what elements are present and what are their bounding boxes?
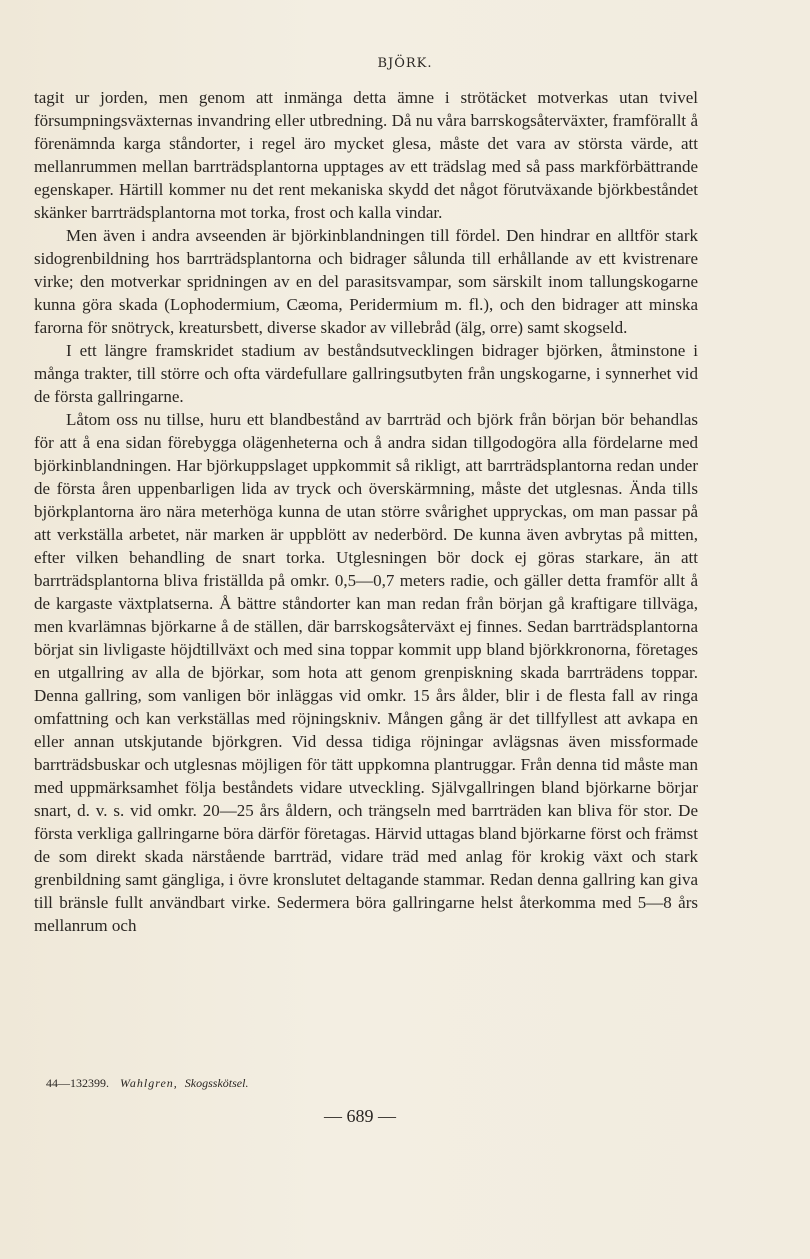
page-number: — 689 — [324, 1106, 396, 1126]
signature-author: Wahlgren, [120, 1076, 178, 1090]
paragraph-1: tagit ur jorden, men genom att inmänga detta ämne i strötäcket motverkas utan tvivel försumpningsväxternas invandring eller utbredning. Då nu våra barrskogsåterväxter, framförallt å förenämnda karga ståndorter, i regel äro mycket glesa, måste det vara av största värde, att mellanrummen mellan barrträdsplantorna upptages av ett trädslag med så pass markförbättrande egenskaper. Härtill kommer nu det rent mekaniska skydd det något förutväxande björkbeståndet skänker barrträdsplantorna mot torka, frost och kalla vindar. [34, 88, 698, 222]
paragraph-2: Men även i andra avseenden är björkinblandningen till fördel. Den hindrar en alltför stark sidogrenbildning hos barrträdsplantorna och bidrager sålunda till erhållande av ett kvistrenare virke; den motverkar spridningen av en del parasitsvampar, som särskilt inom tallungskogarne kunna göra skada (Lophodermium, Cæoma, Peridermium m. fl.), och den bidrager att minska farorna för snötryck, kreatursbett, diverse skador av villebråd (älg, orre) samt skogseld. [34, 226, 698, 337]
running-header: BJÖRK. [377, 56, 433, 71]
paragraph-3: I ett längre framskridet stadium av beståndsutvecklingen bidrager björken, åtminstone i många trakter, till större och ofta värdefullare gallringsutbyten från ungskogarne, i synnerhet vid de första gallringarne. [34, 341, 698, 406]
signature-title: Skogsskötsel. [184, 1076, 249, 1090]
paragraph-4: Låtom oss nu tillse, huru ett blandbestånd av barrträd och björk från början bör behandlas för att å ena sidan förebygga olägenheterna och å andra sidan tillgodogöra alla fördelarne med björkinblandningen. Har björkuppslaget uppkommit så rikligt, att barrträdsplantorna redan under de första åren uppenbarligen lida av tryck och överskärmning, måste det utglesnas. Ända tills björkplantorna äro nära meterhöga kunna de utan större svårighet uppryckas, om man passar på att verkställa arbetet, när marken är uppblött av nederbörd. De kunna även avbrytas på mitten, efter vilken behandling de snart torka. Utglesningen bör dock ej göras starkare, än att barrträdsplantorna bliva friställda på omkr. 0,5—0,7 meters radie, och gäller detta framför allt å de kargaste växtplatserna. Å bättre ståndorter kan man redan från början gå kraftigare tillväga, men kvarlämnas björkarne å de ställen, där barrskogsåterväxt ej finnes. Sedan barrträdsplantorna börjat sin livligaste höjdtillväxt och med sina toppar kommit upp bland björkkronorna, företages en utgallring av alla de björkar, som hota att genom grenpiskning skada barrträdens toppar. Denna gallring, som vanligen bör inläggas vid omkr. 15 års ålder, blir i de flesta fall av ringa omfattning och kan verkställas med röjningskniv. Mången gång är det tillfyllest att avkapa en eller annan utskjutande björkgren. Vid dessa tidiga röjningar avlägsnas även missformade barrträdsbuskar och utglesnas möjligen för tätt uppkomna plantruggar. Från denna tid måste man med uppmärksamhet följa beståndets vidare utveckling. Självgallringen bland björkarne börjar snart, d. v. s. vid omkr. 20—25 års åldern, och trängseln med barrträden kan bliva för stor. De första verkliga gallringarne böra därför företagas. Härvid uttagas bland björkarne först och främst de som direkt skada närstående barrträd, vidare träd med anlag för krokig växt och stark grenbildning samt gängliga, i övre kronslutet deltagande stammar. Redan denna gallring kan giva till bränsle fullt användbart virke. Sedermera böra gallringarne helst återkomma med 5—8 års mellanrum och [34, 410, 698, 935]
body-text [34, 86, 698, 937]
signature-code: 44—132399. [46, 1076, 109, 1090]
printer-signature [46, 1076, 248, 1091]
